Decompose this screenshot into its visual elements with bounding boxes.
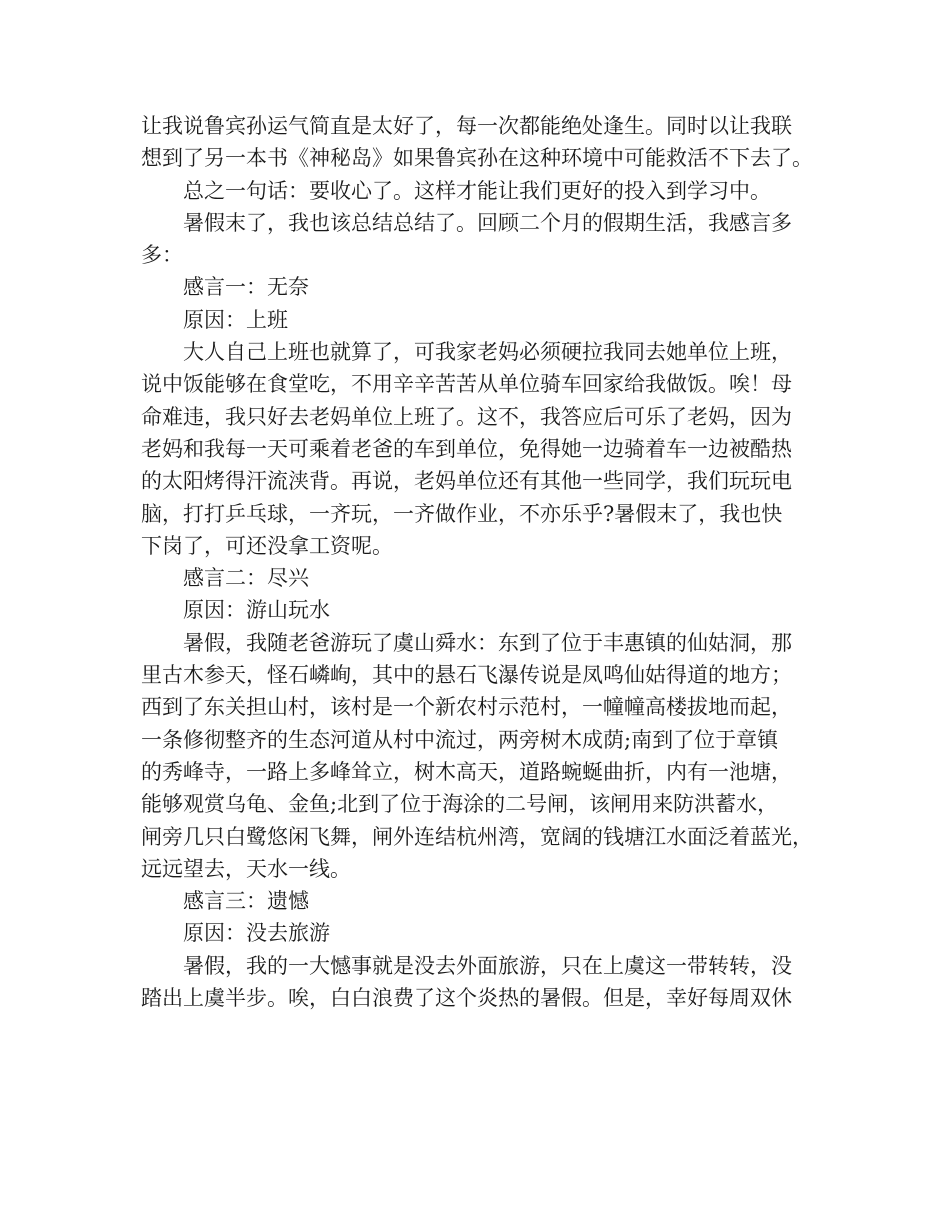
text-line: 暑假末了，我也该总结总结了。回顾二个月的假期生活，我感言多	[183, 210, 792, 235]
text-line: 想到了另一本书《神秘岛》如果鲁宾孙在这种环境中可能救活不下去了。	[141, 146, 813, 171]
text-line: 能够观赏乌龟、金鱼;北到了位于海涂的二号闸，该闸用来防洪蓄水，	[141, 792, 779, 817]
text-line: 暑假，我随老爸游玩了虞山舜水：东到了位于丰惠镇的仙姑洞，那	[183, 630, 792, 655]
text-line: 说中饭能够在食堂吃，不用辛辛苦苦从单位骑车回家给我做饭。唉！母	[141, 372, 792, 397]
text-line: 踏出上虞半步。唉，白白浪费了这个炎热的暑假。但是，幸好每周双休	[141, 986, 792, 1011]
text-line: 感言一：无奈	[183, 275, 309, 300]
text-line: 多：	[141, 243, 183, 268]
text-line: 原因：游山玩水	[183, 598, 330, 623]
text-line: 感言二：尽兴	[183, 566, 309, 591]
text-line: 暑假，我的一大憾事就是没去外面旅游，只在上虞这一带转转，没	[183, 953, 792, 978]
text-line: 感言三：遗憾	[183, 889, 309, 914]
document-body	[141, 110, 831, 1014]
text-line: 一条修彻整齐的生态河道从村中流过，两旁树木成荫;南到了位于章镇	[141, 727, 779, 752]
text-line: 闸旁几只白鹭悠闲飞舞，闸外连结杭州湾，宽阔的钱塘江水面泛着蓝光，	[141, 824, 813, 849]
text-line: 总之一句话：要收心了。这样才能让我们更好的投入到学习中。	[183, 178, 771, 203]
text-line: 原因：没去旅游	[183, 921, 330, 946]
text-line: 里古木参天，怪石嶙峋，其中的悬石飞瀑传说是凤鸣仙姑得道的地方；	[141, 663, 792, 688]
text-line: 老妈和我每一天可乘着老爸的车到单位，免得她一边骑着车一边被酷热	[141, 436, 792, 461]
text-line: 原因：上班	[183, 307, 288, 332]
text-line: 让我说鲁宾孙运气简直是太好了，每一次都能绝处逢生。同时以让我联	[141, 114, 792, 138]
text-line: 远远望去，天水一线。	[141, 856, 351, 881]
text-line: 下岗了，可还没拿工资呢。	[141, 533, 393, 558]
text-line: 脑，打打乒乓球，一齐玩，一齐做作业，不亦乐乎?暑假末了，我也快	[141, 501, 783, 526]
text-line: 命难违，我只好去老妈单位上班了。这不，我答应后可乐了老妈，因为	[141, 404, 792, 429]
text-line: 的秀峰寺，一路上多峰耸立，树木高天，道路蜿蜒曲折，内有一池塘，	[141, 759, 792, 784]
text-line: 的太阳烤得汗流浃背。再说，老妈单位还有其他一些同学，我们玩玩电	[141, 469, 792, 494]
text-line: 大人自己上班也就算了，可我家老妈必须硬拉我同去她单位上班，	[183, 340, 792, 365]
text-line: 西到了东关担山村，该村是一个新农村示范村，一幢幢高楼拔地而起，	[141, 695, 792, 720]
